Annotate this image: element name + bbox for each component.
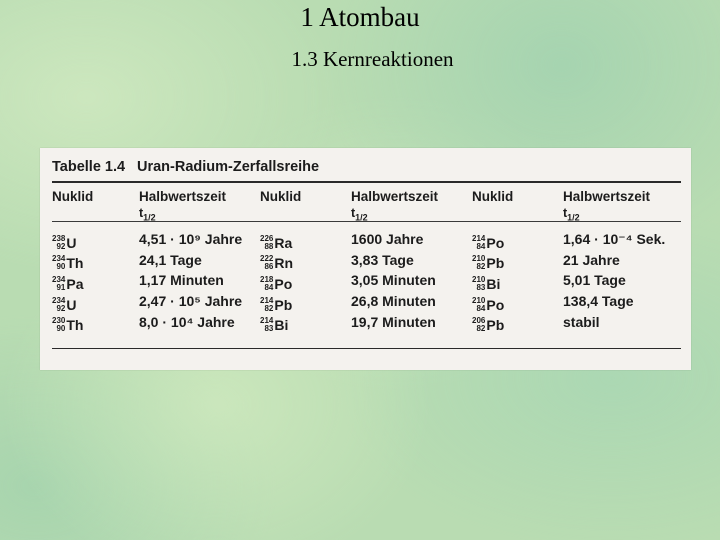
nuclide-cell [472, 290, 563, 313]
mass-number: 218 [260, 274, 274, 284]
mass-number: 214 [260, 295, 274, 305]
mass-number: 234 [52, 295, 66, 305]
slide-title: 1 Atombau [300, 2, 420, 32]
atomic-number: 91 [56, 282, 66, 292]
mass-number: 234 [52, 254, 66, 264]
slide-subtitle: 1.3 Kernreaktionen [291, 47, 454, 71]
atomic-number: 84 [476, 241, 486, 251]
table-caption-number: Tabelle 1.4 [52, 159, 126, 175]
atomic-number: 82 [476, 324, 486, 334]
half-life-cell: stabil [563, 313, 600, 330]
nuclide-cell [260, 228, 351, 251]
element-symbol: Bi [486, 275, 501, 292]
atomic-number: 92 [56, 241, 66, 251]
element-symbol: Bi [274, 317, 289, 334]
atomic-number: 90 [56, 324, 66, 334]
nuclide-cell [260, 248, 351, 271]
mass-number: 210 [472, 254, 486, 264]
nuclide-cell [472, 228, 563, 251]
atomic-number: 88 [264, 241, 274, 251]
table-row [52, 270, 681, 291]
table-row [52, 311, 681, 332]
half-life-cell: 1600 Jahre [351, 231, 424, 248]
atomic-number: 84 [264, 282, 274, 292]
element-symbol: Po [486, 234, 505, 251]
element-symbol: U [66, 234, 77, 251]
atomic-number: 86 [264, 262, 274, 272]
atomic-number: 90 [56, 262, 66, 272]
mass-number: 214 [260, 316, 274, 326]
element-symbol: U [66, 296, 77, 313]
mass-number: 226 [260, 233, 274, 243]
atomic-number: 82 [476, 262, 486, 272]
atomic-number: 84 [476, 303, 486, 313]
isotope-numbers [472, 317, 485, 333]
nuclide-cell [472, 269, 563, 292]
half-life-cell: 4,51 · 10⁹ Jahre [139, 231, 243, 248]
nuclide-symbol [260, 317, 288, 333]
header-nuklid-1: Nuklid [52, 189, 94, 204]
header-nuklid-2: Nuklid [260, 189, 302, 204]
mass-number: 222 [260, 254, 274, 264]
table-row [52, 291, 681, 312]
element-symbol: Th [66, 255, 84, 272]
nuclide-cell [52, 248, 139, 271]
nuclide-cell [52, 269, 139, 292]
half-life-cell: 19,7 Minuten [351, 313, 436, 330]
scanned-table-image [40, 148, 691, 370]
table-caption-title: Uran-Radium-Zerfallsreihe [137, 159, 320, 175]
header-nuklid-3: Nuklid [472, 189, 514, 204]
mass-number: 230 [52, 316, 66, 326]
isotope-numbers [52, 317, 65, 333]
nuclide-cell [472, 310, 563, 333]
mass-number: 234 [52, 274, 66, 284]
element-symbol: Pb [486, 255, 505, 272]
element-symbol: Po [486, 296, 505, 313]
half-life-cell: 21 Jahre [563, 251, 620, 268]
nuclide-symbol [472, 317, 504, 333]
mass-number: 238 [52, 233, 66, 243]
nuclide-cell [52, 290, 139, 313]
atomic-number: 83 [476, 282, 486, 292]
half-life-cell: 5,01 Tage [563, 272, 626, 289]
half-life-cell: 8,0 · 10⁴ Jahre [139, 313, 235, 330]
header-halbwertszeit-1: Halbwertszeit $t_{1/2}$ [139, 189, 227, 223]
element-symbol: Rn [274, 255, 294, 272]
table-body [52, 222, 681, 338]
nuclide-cell [260, 310, 351, 333]
element-symbol: Ra [274, 234, 293, 251]
nuclide-cell [52, 228, 139, 251]
element-symbol: Th [66, 317, 84, 334]
element-symbol: Pa [66, 275, 84, 292]
nuclide-symbol [52, 317, 83, 333]
half-life-cell: 26,8 Minuten [351, 293, 436, 310]
table-row [52, 229, 681, 250]
half-life-cell: 1,17 Minuten [139, 272, 224, 289]
atomic-number: 92 [56, 303, 66, 313]
atomic-number: 83 [264, 324, 274, 334]
half-life-cell: 3,83 Tage [351, 251, 414, 268]
isotope-numbers [260, 317, 273, 333]
half-life-cell: 2,47 · 10⁵ Jahre [139, 293, 243, 310]
half-life-cell: 3,05 Minuten [351, 272, 436, 289]
nuclide-cell [52, 310, 139, 333]
header-halbwertszeit-3: Halbwertszeit $t_{1/2}$ [563, 189, 651, 223]
mass-number: 210 [472, 295, 486, 305]
element-symbol: Pb [274, 296, 293, 313]
table-bottom-rule [52, 348, 681, 349]
nuclide-cell [260, 269, 351, 292]
table-container [52, 156, 681, 338]
element-symbol: Po [274, 275, 293, 292]
table-header-row [52, 183, 681, 221]
half-life-cell: 1,64 · 10⁻⁴ Sek. [563, 230, 666, 247]
table-row [52, 250, 681, 271]
nuclide-cell [260, 290, 351, 313]
element-symbol: Pb [486, 317, 505, 334]
mass-number: 214 [472, 233, 486, 243]
mass-number: 210 [472, 274, 486, 284]
atomic-number: 82 [264, 303, 274, 313]
table-caption [52, 156, 681, 178]
nuclide-cell [472, 248, 563, 271]
half-life-cell: 24,1 Tage [139, 251, 202, 268]
header-halbwertszeit-2: Halbwertszeit $t_{1/2}$ [351, 189, 439, 223]
mass-number: 206 [472, 316, 486, 326]
half-life-cell: 138,4 Tage [563, 293, 634, 310]
